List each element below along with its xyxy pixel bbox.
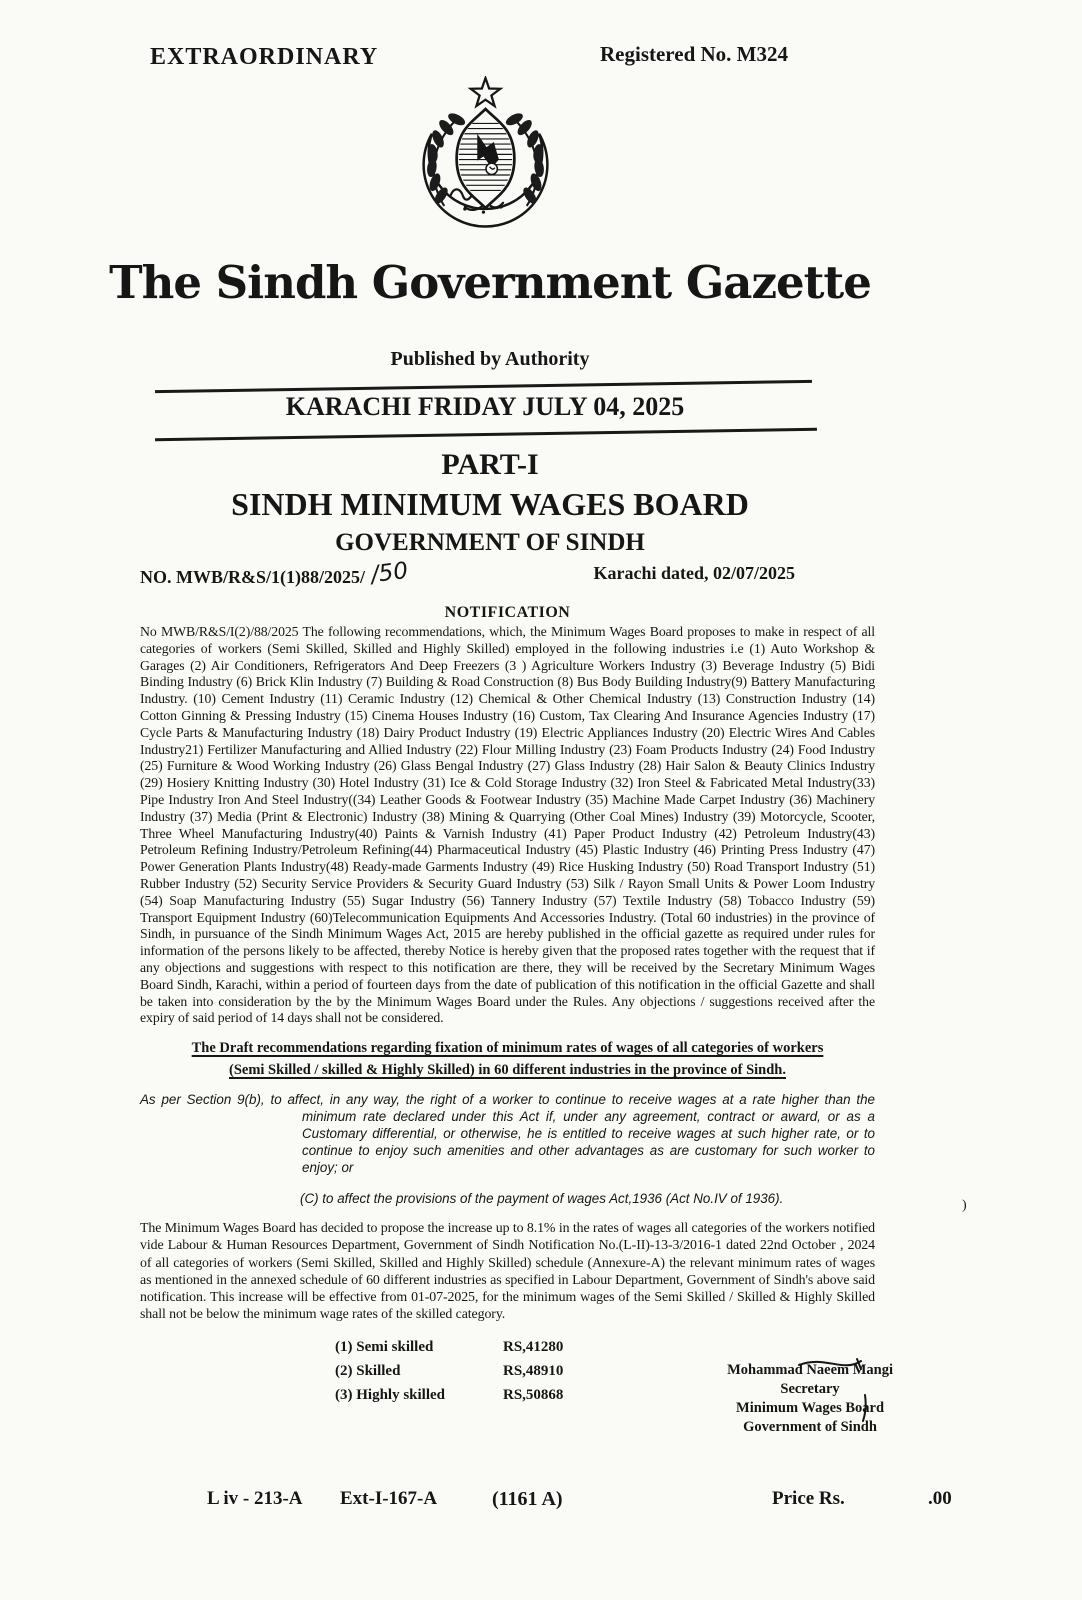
wages-and-signature-row (140, 1335, 893, 1437)
section-9b-quote: As per Section 9(b), to affect, in any way, the right of a worker to continue to receive wages at a rate higher than the minimum rate declared under this Act if, under any agreement, contract or award, or as a Customary differential, or otherwise, he is entitled to receive wages at such higher rate, or to continue to enjoy such amenities and other advantages as are customary for such worker to enjoy; or (140, 1092, 875, 1176)
government-heading: GOVERNMENT OF SINDH (335, 529, 645, 556)
dateline: KARACHI FRIDAY JULY 04, 2025 (285, 392, 685, 421)
notification-body: No MWB/R&S/I(2)/88/2025 The following recommendations, which, the Minimum Wages Board proposes to make in respect of all categories of workers (Semi Skilled, Skilled and Highly Skilled) employed in the following industries i.e (1) Auto Workshop & Garages (2) Air Conditioners, Refrigerators And Deep Freezers (3 ) Agriculture Workers Industry (3) Beverage Industry (5) Bidi Binding Industry (6) Brick Klin Industry (7) Building & Road Construction (8) Bus Body Building Industry(9) Battery Manufacturing Industry. (10) Cement Industry (11) Ceramic Industry (12) Chemical & Other Chemical Industry (13) Construction Industry (14) Cotton Ginning & Pressing Industry (15) Cinema Houses Industry (16) Custom, Tax Clearing And Insurance Agencies Industry (17) Cycle Parts & Manufacturing Industry (18) Dairy Product Industry (19) Electric Appliances Industry (20) Electric Wires And Cables Industry21) Fertilizer Manufacturing and Allied Industry (22) Flour Milling Industry (23) Foam Products Industry (24) Food Industry (25) Furniture & Wood Working Industry (26) Glass Bengal Industry (27) Glass Industry (28) Hair Salon & Beauty Clinics Industry (29) Hosiery Knitting Industry (30) Hotel Industry (31) Ice & Cold Storage Industry (32) Iron Steel & Fabricated Metal Industry(33) Pipe Industry Iron And Steel Industry((34) Leather Goods & Footwear Industry (35) Machine Made Carpet Industry (36) Machinery Industry (37) Media (Print & Electronic) Industry (38) Mining & Quarrying (Other Coal Mines) Industry (39) Motorcycle, Scooter, Three Wheel Manufacturing Industry(40) Paints & Varnish Industry (41) Paper Product Industry (42) Petroleum Industry(43) Petroleum Refining Industry/Petroleum Refining(44) Pharmaceutical Industry (45) Plastic Industry (46) Printing Press Industry (47) Power Generation Plants Industry(48) Ready-made Garments Industry (49) Rice Husking Industry (50) Road Transport Industry (51) Rubber Industry (52) Security Service Providers & Security Guard Industry (53) Silk / Rayon Small Units & Power Loom Industry (54) Soap Manufacturing Industry (55) Sugar Industry (56) Tannery Industry (57) Textile Industry (58) Tobacco Industry (59) Transport Equipment Industry (60)Telecommunication Equipments And Accessories Industry. (Total 60 industries) in the province of Sindh, in pursuance of the Sindh Minimum Wages Act, 2015 are hereby published in the official gazette as required under rules for information of the persons likely to be affected, thereby Notice is hereby given that the proposed rates together with the request that if any objections and suggestions with respect to this notification are there, they will be received by the Secretary Minimum Wages Board Sindh, Karachi, within a period of fourteen days from the date of publication of this notification in the official Gazette and shall be taken into consideration by the by the Minimum Wages Board under the Rules. Any objections / suggestions received after the expiry of said period of 14 days shall not be considered. (140, 624, 875, 1026)
wage-amount: RS,41280 (503, 1339, 564, 1356)
reference-number-handwritten: /50 (369, 557, 410, 589)
wage-row-semi-skilled (335, 1335, 563, 1359)
decision-paragraph: The Minimum Wages Board has decided to propose the increase up to 8.1% in the rates of wages all categories of the workers notified vide Labour & Human Resources Department, Government of Sindh Notification No.(L-II)-13-3/2016-1 dated 22nd October , 2024 of all categories of workers (Semi Skilled, Skilled and Highly Skilled) schedule (Annexure-A) the relevant minimum rates of wages as mentioned in the annexed schedule of 60 different industries as specified in Labour Department, Government of Sindh's above said notification. This increase will be effective from 01-07-2025, for the minimum wages of the Semi Skilled / Skilled & Highly Skilled shall not be below the minimum wage rates of the skilled category. (140, 1221, 875, 1323)
published-by-authority: Published by Authority (390, 348, 590, 370)
footer-print-code: (1161 A) (492, 1488, 563, 1510)
wage-rates-list (335, 1335, 563, 1437)
draft-heading-line1: The Draft recommendations regarding fixation of minimum rates of wages of all categories of workers (191, 1040, 824, 1057)
notification-heading: NOTIFICATION (444, 604, 571, 621)
sindh-government-crest-icon (403, 76, 568, 241)
reference-row (140, 557, 795, 589)
wage-label: (1) Semi skilled (335, 1339, 434, 1356)
reference-number-printed: NO. MWB/R&S/1(1)88/2025/ (140, 567, 365, 587)
draft-heading-line2: (Semi Skilled / skilled & Highly Skilled) in 60 different industries in the province of Sindh. (229, 1062, 786, 1079)
gazette-title: The Sindh Government Gazette (109, 256, 871, 309)
wage-amount: RS,50868 (503, 1387, 564, 1404)
draft-recommendations-heading (140, 1037, 875, 1081)
stray-scan-mark: ) (962, 1198, 967, 1213)
signatory-title: Secretary (780, 1381, 840, 1398)
footer-ext-code: Ext-I-167-A (340, 1488, 438, 1509)
registered-number: Registered No. M324 (600, 42, 788, 66)
footer-price-label: Price Rs. (772, 1488, 845, 1509)
signature-block (727, 1361, 893, 1437)
signatory-gov: Government of Sindh (743, 1419, 877, 1436)
wage-row-skilled (335, 1359, 563, 1383)
edition-label: EXTRAORDINARY (150, 44, 379, 70)
wage-label: (3) Highly skilled (335, 1387, 446, 1404)
footer-series-code: L iv - 213-A (207, 1488, 303, 1509)
wage-row-highly-skilled (335, 1383, 563, 1407)
signatory-org: Minimum Wages Board (736, 1400, 885, 1417)
divider-rule-bottom (155, 428, 817, 441)
signatory-name: Mohammad Naeem Mangi (727, 1362, 893, 1379)
wage-label: (2) Skilled (335, 1363, 401, 1380)
notification-column (140, 604, 893, 1437)
clause-c: (C) to affect the provisions of the payment of wages Act,1936 (Act No.IV of 1936). (300, 1191, 784, 1207)
board-heading: SINDH MINIMUM WAGES BOARD (231, 486, 749, 522)
place-and-date: Karachi dated, 02/07/2025 (593, 563, 795, 583)
reference-number (140, 557, 410, 589)
wage-amount: RS,48910 (503, 1363, 564, 1380)
part-heading: PART-I (441, 448, 539, 481)
footer-price-value: .00 (928, 1488, 952, 1509)
